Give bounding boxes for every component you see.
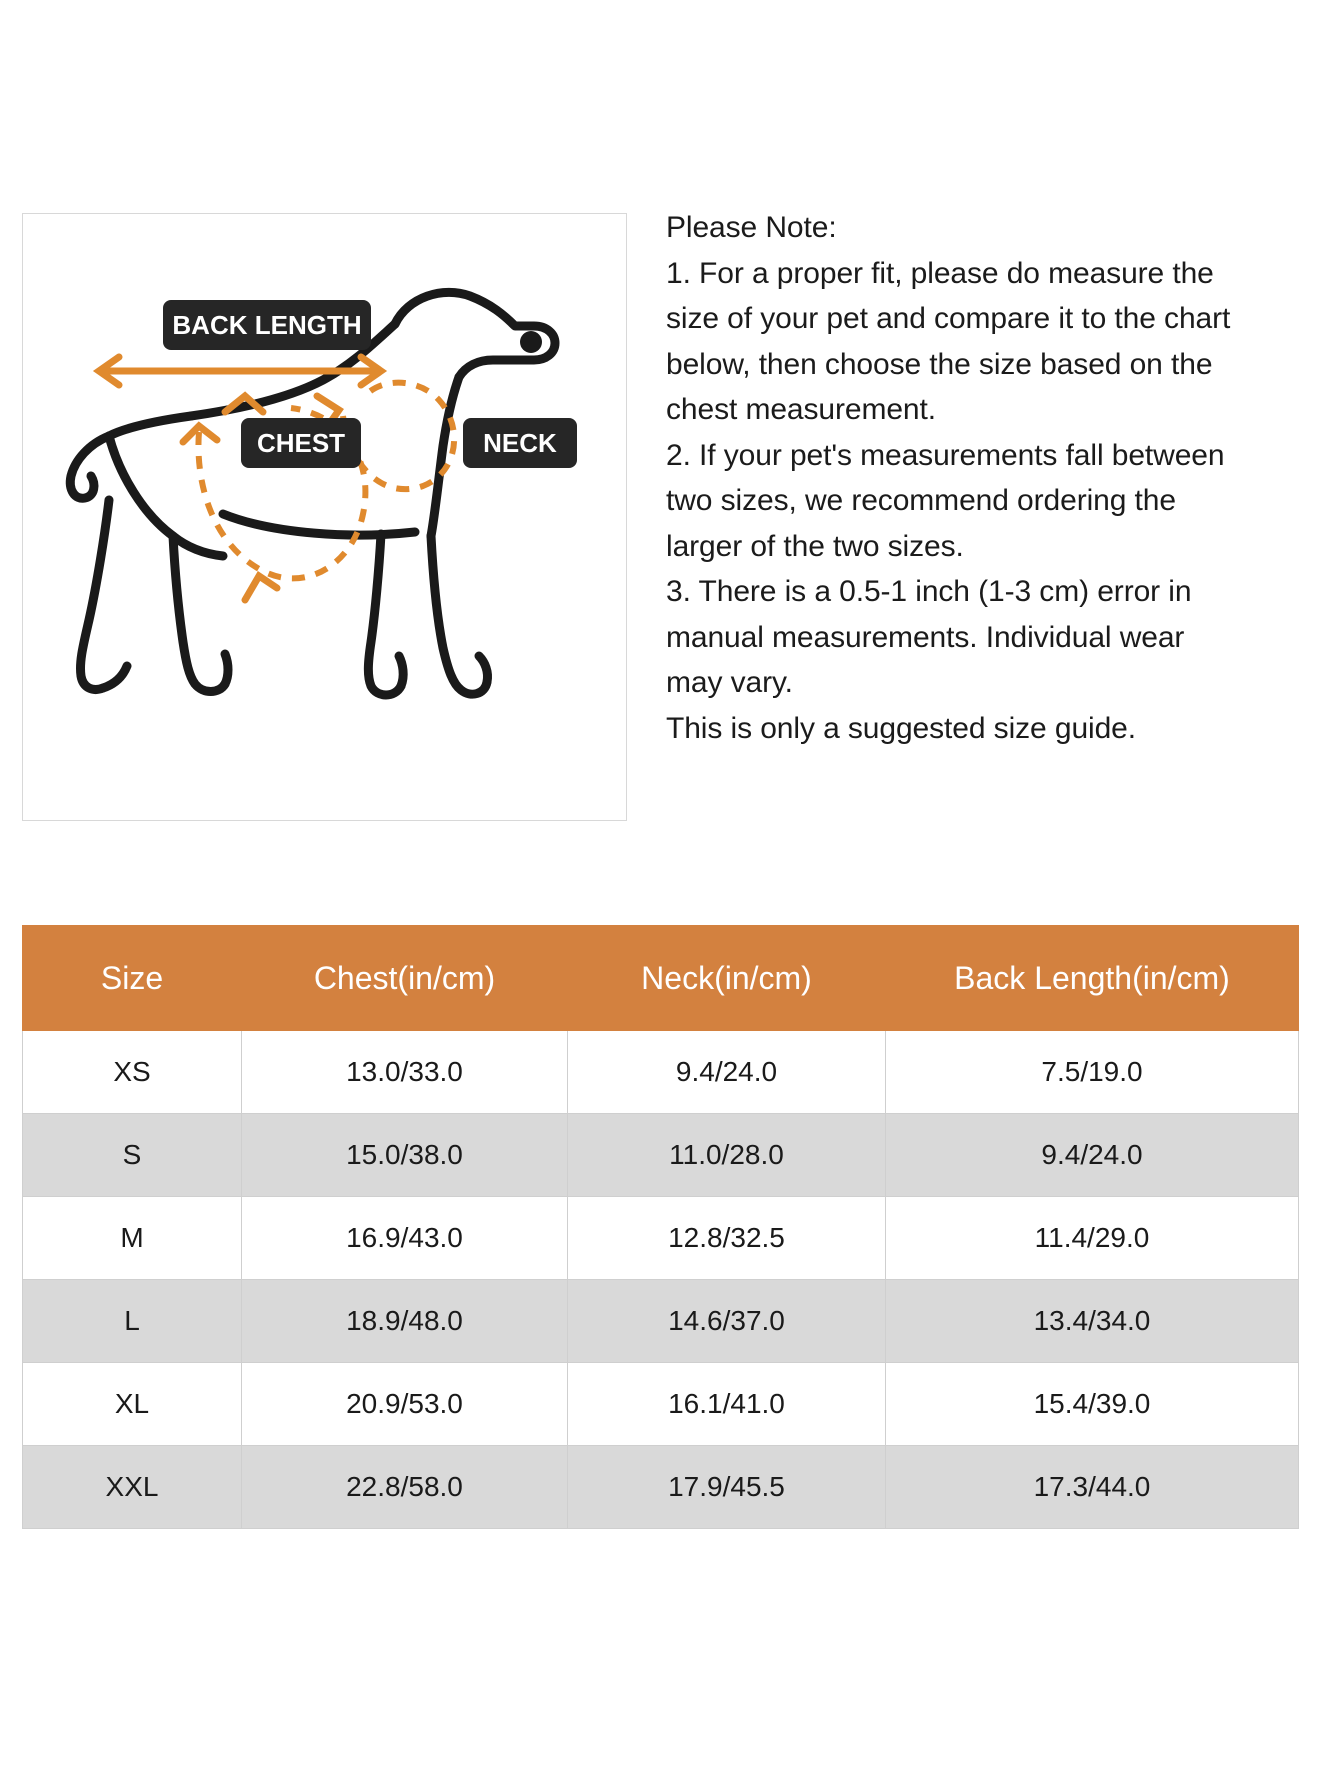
- note-line: 3. There is a 0.5-1 inch (1-3 cm) error in: [666, 575, 1192, 608]
- column-header-neck: Neck(in/cm): [568, 926, 886, 1031]
- please-note-block: [666, 205, 1316, 751]
- cell-neck: 9.4/24.0: [568, 1031, 886, 1114]
- cell-neck: 16.1/41.0: [568, 1363, 886, 1446]
- table-header-row: [23, 926, 1299, 1031]
- dog-measurement-diagram: [22, 213, 627, 821]
- table-row: [23, 1114, 1299, 1197]
- cell-neck: 14.6/37.0: [568, 1280, 886, 1363]
- back-length-label-text: BACK LENGTH: [172, 310, 362, 340]
- table-row: [23, 1197, 1299, 1280]
- note-line: larger of the two sizes.: [666, 529, 964, 563]
- cell-back-length: 11.4/29.0: [886, 1197, 1299, 1280]
- cell-size: S: [23, 1114, 242, 1197]
- column-header-size: Size: [23, 926, 242, 1031]
- note-title: Please Note:: [666, 211, 837, 244]
- cell-chest: 15.0/38.0: [242, 1114, 568, 1197]
- cell-back-length: 13.4/34.0: [886, 1280, 1299, 1363]
- note-line: chest measurement.: [666, 393, 936, 426]
- cell-neck: 12.8/32.5: [568, 1197, 886, 1280]
- note-line: 1. For a proper fit, please do measure the: [666, 256, 1214, 290]
- note-line: may vary.: [666, 666, 793, 699]
- column-header-back-length: Back Length(in/cm): [886, 926, 1299, 1031]
- cell-chest: 20.9/53.0: [242, 1363, 568, 1446]
- column-header-chest: Chest(in/cm): [242, 926, 568, 1031]
- note-line: two sizes, we recommend ordering the: [666, 484, 1176, 517]
- cell-size: M: [23, 1197, 242, 1280]
- note-line: This is only a suggested size guide.: [666, 711, 1136, 745]
- note-line: 2. If your pet's measurements fall between: [666, 438, 1225, 472]
- chest-label-text: CHEST: [256, 428, 346, 458]
- table-row: [23, 1446, 1299, 1529]
- size-chart-table: [22, 925, 1299, 1529]
- cell-neck: 11.0/28.0: [568, 1114, 886, 1197]
- cell-chest: 22.8/58.0: [242, 1446, 568, 1529]
- neck-label-text: NECK: [483, 428, 557, 458]
- cell-back-length: 7.5/19.0: [886, 1031, 1299, 1114]
- back-length-label: [163, 300, 371, 350]
- back-length-arrow-icon: [99, 357, 381, 385]
- cell-neck: 17.9/45.5: [568, 1446, 886, 1529]
- note-line: manual measurements. Individual wear: [666, 620, 1185, 654]
- top-section: [0, 0, 1340, 840]
- dog-nose-icon: [520, 331, 542, 353]
- cell-size: L: [23, 1280, 242, 1363]
- neck-label: [463, 418, 577, 468]
- cell-size: XS: [23, 1031, 242, 1114]
- note-line: below, then choose the size based on the: [666, 347, 1213, 381]
- cell-chest: 16.9/43.0: [242, 1197, 568, 1280]
- note-line: size of your pet and compare it to the chart: [666, 302, 1231, 335]
- cell-size: XL: [23, 1363, 242, 1446]
- table-row: [23, 1031, 1299, 1114]
- cell-back-length: 17.3/44.0: [886, 1446, 1299, 1529]
- cell-chest: 18.9/48.0: [242, 1280, 568, 1363]
- cell-chest: 13.0/33.0: [242, 1031, 568, 1114]
- chest-label: [241, 418, 361, 468]
- table-row: [23, 1363, 1299, 1446]
- cell-back-length: 9.4/24.0: [886, 1114, 1299, 1197]
- table-row: [23, 1280, 1299, 1363]
- cell-size: XXL: [23, 1446, 242, 1529]
- dog-illustration-svg: [23, 214, 627, 821]
- cell-back-length: 15.4/39.0: [886, 1363, 1299, 1446]
